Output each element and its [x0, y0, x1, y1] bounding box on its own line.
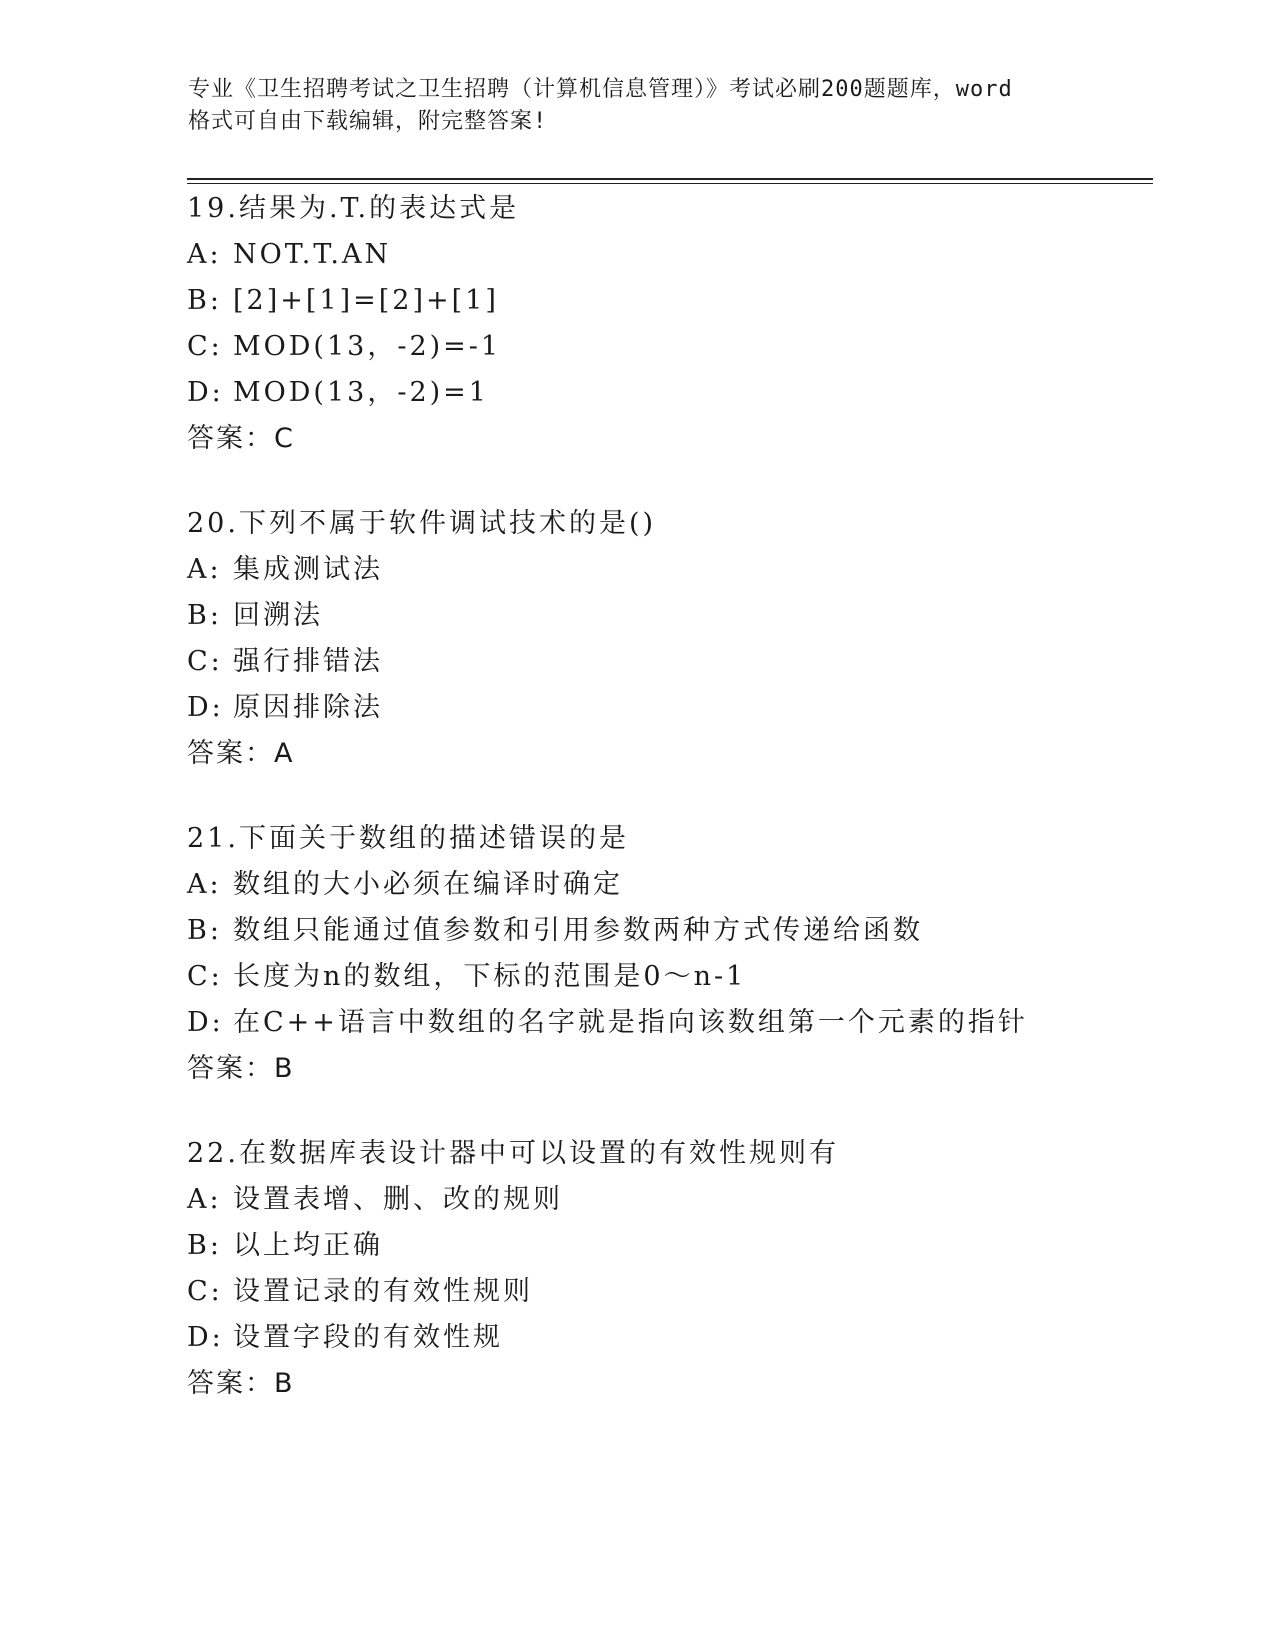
option-a [187, 1177, 1153, 1223]
option-b [187, 278, 1153, 324]
option-text: 设置表增、删、改的规则 [233, 1184, 563, 1215]
option-text: [2]+[1]=[2]+[1] [233, 285, 499, 316]
option-a [187, 862, 1153, 908]
option-letter: C: [187, 331, 223, 362]
answer-line: 答案：C [187, 423, 295, 454]
option-a [187, 232, 1153, 278]
option-letter: A: [187, 239, 222, 270]
option-text: MOD(13，-2)=-1 [233, 331, 502, 362]
option-b [187, 908, 1153, 954]
option-d [187, 370, 1153, 416]
header-line-1: 专业《卫生招聘考试之卫生招聘（计算机信息管理）》考试必刷200题题库，word [188, 77, 1013, 102]
answer-line: 答案：B [187, 1053, 295, 1084]
option-d [187, 685, 1153, 731]
option-letter: A: [187, 869, 222, 900]
option-text: 在C++语言中数组的名字就是指向该数组第一个元素的指针 [233, 1007, 1028, 1038]
question-19 [187, 186, 1153, 462]
option-c [187, 954, 1153, 1000]
option-letter: C: [187, 646, 223, 677]
option-letter: B: [187, 1230, 222, 1261]
option-text: 数组的大小必须在编译时确定 [233, 869, 623, 900]
header-divider [187, 178, 1153, 184]
question-title: 22.在数据库表设计器中可以设置的有效性规则有 [187, 1138, 839, 1169]
question-list [187, 186, 1153, 1446]
option-text: 以上均正确 [233, 1230, 383, 1261]
option-text: NOT.T.AN [233, 239, 392, 270]
option-d [187, 1315, 1153, 1361]
option-text: 长度为n的数组，下标的范围是0～n-1 [233, 961, 747, 992]
option-c [187, 1269, 1153, 1315]
option-letter: B: [187, 915, 222, 946]
question-22 [187, 1131, 1153, 1407]
question-title: 20.下列不属于软件调试技术的是() [187, 508, 657, 539]
option-text: 强行排错法 [233, 646, 383, 677]
question-title: 19.结果为.T.的表达式是 [187, 193, 520, 224]
option-c [187, 639, 1153, 685]
option-letter: D: [187, 377, 224, 408]
option-letter: C: [187, 961, 223, 992]
option-letter: A: [187, 1184, 222, 1215]
answer-line: 答案：B [187, 1368, 295, 1399]
option-text: 集成测试法 [233, 554, 383, 585]
answer-line: 答案：A [187, 738, 295, 769]
option-letter: D: [187, 1007, 224, 1038]
option-letter: B: [187, 285, 222, 316]
option-text: 原因排除法 [233, 692, 383, 723]
option-text: 设置记录的有效性规则 [233, 1276, 533, 1307]
option-letter: B: [187, 600, 222, 631]
option-b [187, 1223, 1153, 1269]
question-title: 21.下面关于数组的描述错误的是 [187, 823, 629, 854]
option-text: 数组只能通过值参数和引用参数两种方式传递给函数 [233, 915, 923, 946]
option-letter: C: [187, 1276, 223, 1307]
option-a [187, 547, 1153, 593]
document-header [188, 74, 1088, 138]
header-line-2: 格式可自由下载编辑，附完整答案! [188, 109, 548, 134]
option-letter: A: [187, 554, 222, 585]
option-d [187, 1000, 1153, 1046]
option-text: MOD(13，-2)=1 [233, 377, 489, 408]
option-text: 回溯法 [233, 600, 323, 631]
option-letter: D: [187, 692, 224, 723]
option-letter: D: [187, 1322, 224, 1353]
question-20 [187, 501, 1153, 777]
question-21 [187, 816, 1153, 1092]
option-c [187, 324, 1153, 370]
option-text: 设置字段的有效性规 [233, 1322, 503, 1353]
option-b [187, 593, 1153, 639]
